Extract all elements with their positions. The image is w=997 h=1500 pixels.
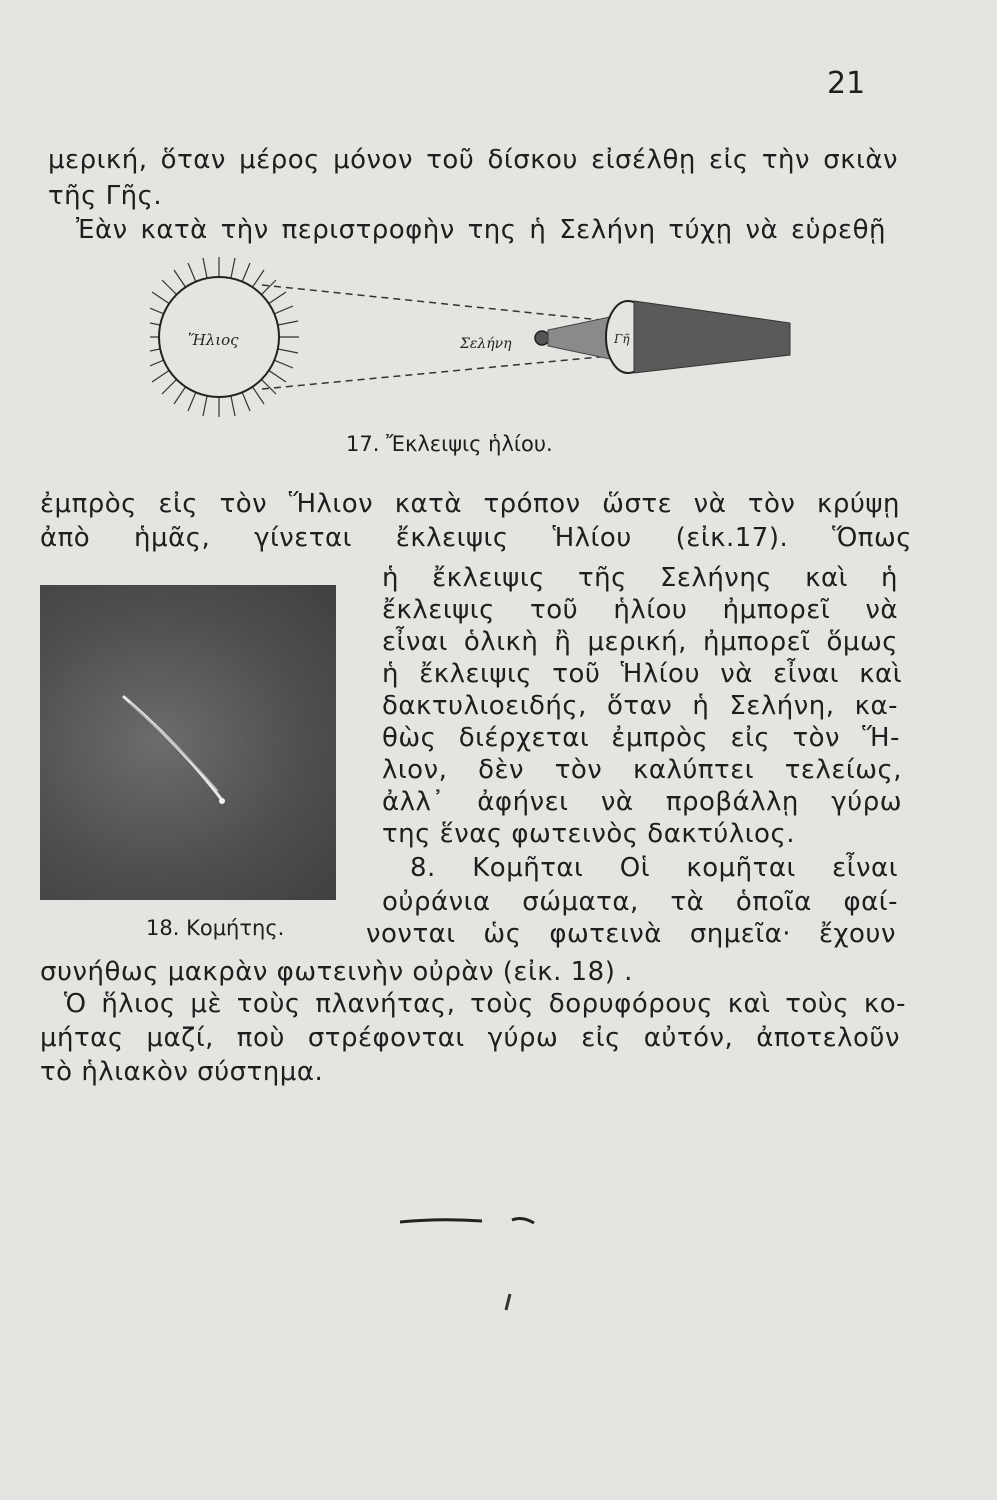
earth-shadow-cone xyxy=(634,301,790,373)
narrow-line-2: ἔκλειψις τοῦ ἡλίου ἠμπορεῖ νὰ xyxy=(382,595,898,625)
narrow-line-1: ἡ ἔκλειψις τῆς Σελήνης καὶ ἡ xyxy=(382,563,898,593)
narrow-line-3: εἶναι ὁλικὴ ἢ μερική, ἠμπορεῖ ὅμως xyxy=(382,627,898,657)
moon-shadow-cone xyxy=(548,317,610,359)
page-number: 21 xyxy=(827,66,866,101)
body-line-6: τὸ ἡλιακὸν σύστημα. xyxy=(40,1057,324,1087)
figure-18-caption: 18. Κομήτης. xyxy=(146,916,285,940)
narrow-line-6: θὼς διέρχεται ἐμπρὸς εἰς τὸν Ἥ- xyxy=(382,723,900,753)
body-line-3: συνήθως μακρὰν φωτεινὴν οὐρὰν (εἰκ. 18) . xyxy=(40,957,633,987)
intro-line-3: Ἐὰν κατὰ τὴν περιστροφὴν της ἡ Σελήνη τύχῃ νὰ εὑρεθῇ xyxy=(76,215,886,245)
intro-line-2: τῆς Γῆς. xyxy=(48,181,163,211)
narrow-line-5: δακτυλιοειδής, ὅταν ἡ Σελήνη, κα- xyxy=(382,691,898,721)
end-ornament xyxy=(400,1210,560,1320)
intro-line-1: μερική, ὅταν μέρος μόνον τοῦ δίσκου εἰσέλθῃ εἰς τὴν σκιὰν xyxy=(48,145,898,175)
earth-label: Γῆ xyxy=(614,332,630,346)
lower-ray-line xyxy=(262,355,620,389)
moon-label: Σελήνη xyxy=(460,336,512,352)
comet-streak xyxy=(40,585,336,900)
body-line-2: ἀπὸ ἡμᾶς, γίνεται ἔκλειψις Ἡλίου (εἰκ.17). Ὅπως xyxy=(40,523,912,553)
narrow-line-7: λιον, δὲν τὸν καλύπτει τελείως, xyxy=(382,755,902,785)
body-line-5: μήτας μαζί, ποὺ στρέφονται γύρω εἰς αὐτόν, ἀποτελοῦν xyxy=(40,1023,900,1053)
comet-photo xyxy=(40,585,336,900)
solar-eclipse-diagram xyxy=(150,255,810,420)
figure-17-caption: 17. Ἔκλειψις ἡλίου. xyxy=(346,432,553,456)
narrow-line-4: ἡ ἔκλειψις τοῦ Ἡλίου νὰ εἶναι καὶ xyxy=(382,659,902,689)
narrow-line-8: ἀλλ᾽ ἀφήνει νὰ προβάλλῃ γύρω xyxy=(382,787,902,817)
narrow-line-9: της ἕνας φωτεινὸς δακτύλιος. xyxy=(382,819,795,849)
body-line-4: Ὁ ἥλιος μὲ τοὺς πλανήτας, τοὺς δορυφόρους καὶ τοὺς κο- xyxy=(64,989,906,1019)
sun-label: Ἥλιος xyxy=(188,331,239,349)
body-line-1: ἐμπρὸς εἰς τὸν Ἥλιον κατὰ τρόπον ὥστε νὰ τὸν κρύψῃ xyxy=(40,489,900,519)
section-8-heading-line: 8. Κομῆται Οἱ κομῆται εἶναι xyxy=(410,853,898,883)
narrow-line-12: νονται ὡς φωτεινὰ σημεῖα· ἔχουν xyxy=(366,919,896,949)
narrow-line-11: οὐράνια σώματα, τὰ ὁποῖα φαί- xyxy=(382,887,898,917)
upper-ray-line xyxy=(262,285,620,322)
moon-disc xyxy=(535,331,549,345)
